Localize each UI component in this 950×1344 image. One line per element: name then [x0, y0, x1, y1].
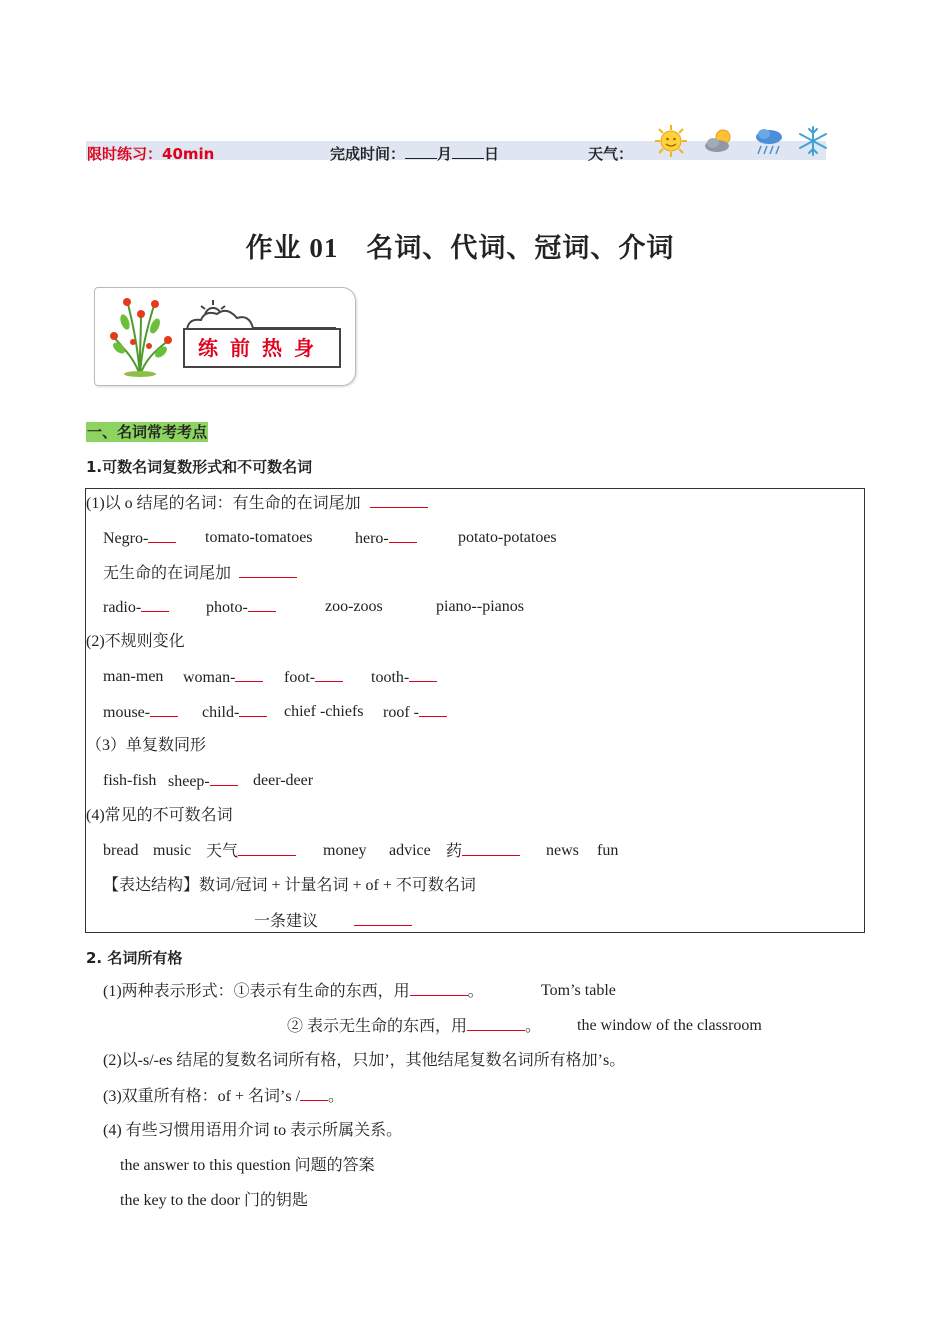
cloud-sun-icon [183, 298, 343, 332]
rule-text: (3)双重所有格：of + 名词’s / [103, 1088, 301, 1105]
partly-cloudy-icon[interactable] [702, 124, 736, 158]
word-advice: advice [389, 842, 431, 859]
word: foot- [284, 669, 316, 686]
example-woman [183, 667, 263, 688]
answer-blank[interactable] [239, 563, 297, 578]
rule-text: (1)两种表示形式：①表示有生命的东西，用 [103, 983, 410, 1000]
word-medicine [446, 841, 520, 862]
rule-same-form: （3）单复数同形 [86, 737, 207, 754]
example-roof [383, 702, 447, 723]
subheading-possessive: 2. 名词所有格 [86, 949, 183, 967]
sunny-icon[interactable] [654, 124, 688, 158]
example-advice [254, 911, 412, 932]
rain-icon[interactable] [752, 124, 786, 158]
example-window: the window of the classroom [577, 1017, 762, 1034]
month-blank[interactable] [405, 144, 437, 159]
example-answer: the answer to this question 问题的答案 [120, 1157, 375, 1174]
rule-text: ② 表示无生命的东西，用 [287, 1018, 468, 1035]
example-child [202, 702, 267, 723]
answer-blank[interactable] [238, 841, 296, 856]
word: woman- [183, 669, 236, 686]
rule-text: 无生命的在词尾加 [103, 565, 232, 582]
punct: 。 [525, 1018, 542, 1035]
day-label: 日 [484, 145, 500, 163]
answer-blank[interactable] [354, 911, 412, 926]
page-title: 作业 01 名词、代词、冠词、介词 [245, 233, 675, 263]
day-blank[interactable] [452, 144, 484, 159]
word: radio- [103, 599, 142, 616]
example-key: the key to the door 门的钥匙 [120, 1192, 308, 1209]
finish-label: 完成时间： [330, 145, 406, 163]
answer-blank[interactable] [239, 702, 267, 717]
expression-structure: 【表达结构】数词/冠词 + 计量名词 + of + 不可数名词 [103, 877, 476, 894]
word: 一条建议 [254, 913, 319, 930]
example-negro [103, 528, 176, 549]
word: 天气 [206, 843, 239, 860]
example-tomato: tomato-tomatoes [205, 529, 313, 546]
word: child- [202, 704, 240, 721]
word: photo- [206, 599, 248, 616]
example-fish: fish-fish [103, 772, 157, 789]
possessive-rule-2: (2)以-s/-es 结尾的复数名词所有格，只加’，其他结尾复数名词所有格加’s。 [103, 1052, 626, 1069]
example-deer: deer-deer [253, 772, 314, 789]
word-money: money [323, 842, 367, 859]
word: tooth- [371, 669, 410, 686]
answer-blank[interactable] [235, 667, 263, 682]
rule-o-ending [86, 493, 428, 514]
month-label: 月 [437, 145, 453, 163]
possessive-rule-1b [287, 1016, 541, 1037]
word: roof - [383, 704, 419, 721]
answer-blank[interactable] [419, 702, 447, 717]
word: sheep- [168, 773, 210, 790]
answer-blank[interactable] [370, 493, 428, 508]
rule-irregular: (2)不规则变化 [86, 633, 185, 650]
answer-blank[interactable] [389, 528, 417, 543]
example-chief: chief -chiefs [284, 703, 364, 720]
answer-blank[interactable] [410, 981, 468, 996]
finish-time [330, 143, 499, 164]
word-music: music [153, 842, 192, 859]
example-piano: piano--pianos [436, 598, 524, 615]
example-tooth [371, 667, 437, 688]
possessive-rule-3 [103, 1086, 344, 1107]
punct: 。 [328, 1088, 345, 1105]
answer-blank[interactable] [467, 1016, 525, 1031]
subheading-plural: 1.可数名词复数形式和不可数名词 [86, 458, 313, 476]
word: mouse- [103, 704, 151, 721]
example-photo [206, 597, 276, 618]
answer-blank[interactable] [248, 597, 276, 612]
answer-blank[interactable] [141, 597, 169, 612]
word: Negro- [103, 530, 149, 547]
answer-blank[interactable] [300, 1086, 328, 1101]
time-limit: 限时练习：40min [87, 145, 215, 163]
example-potato: potato-potatoes [458, 529, 557, 546]
example-hero [355, 528, 417, 549]
answer-blank[interactable] [409, 667, 437, 682]
warmup-badge [94, 287, 356, 386]
rule-uncountable: (4)常见的不可数名词 [86, 807, 233, 824]
answer-blank[interactable] [210, 771, 238, 786]
example-toms-table: Tom’s table [541, 982, 616, 999]
example-sheep [168, 771, 238, 792]
weather-label: 天气： [588, 145, 634, 163]
example-mouse [103, 702, 178, 723]
word-weather [206, 841, 296, 862]
word-news: news [546, 842, 579, 859]
answer-blank[interactable] [462, 841, 520, 856]
word: 药 [446, 843, 463, 860]
word-bread: bread [103, 842, 139, 859]
rule-text: (1)以 o 结尾的名词：有生命的在词尾加 [86, 495, 361, 512]
word: hero- [355, 530, 389, 547]
word-fun: fun [597, 842, 619, 859]
warmup-label: 练前热身 [183, 328, 341, 368]
possessive-rule-1 [103, 981, 484, 1002]
section-heading-nouns: 一、名词常考考点 [87, 423, 208, 441]
example-foot [284, 667, 343, 688]
answer-blank[interactable] [150, 702, 178, 717]
answer-blank[interactable] [148, 528, 176, 543]
possessive-rule-4: (4) 有些习惯用语用介词 to 表示所属关系。 [103, 1122, 403, 1139]
rule-inanimate [103, 563, 297, 584]
flower-illustration [105, 292, 175, 378]
punct: 。 [467, 983, 484, 1000]
example-man: man-men [103, 668, 164, 685]
answer-blank[interactable] [315, 667, 343, 682]
snowflake-icon[interactable] [796, 124, 830, 158]
example-radio [103, 597, 169, 618]
example-zoo: zoo-zoos [325, 598, 383, 615]
